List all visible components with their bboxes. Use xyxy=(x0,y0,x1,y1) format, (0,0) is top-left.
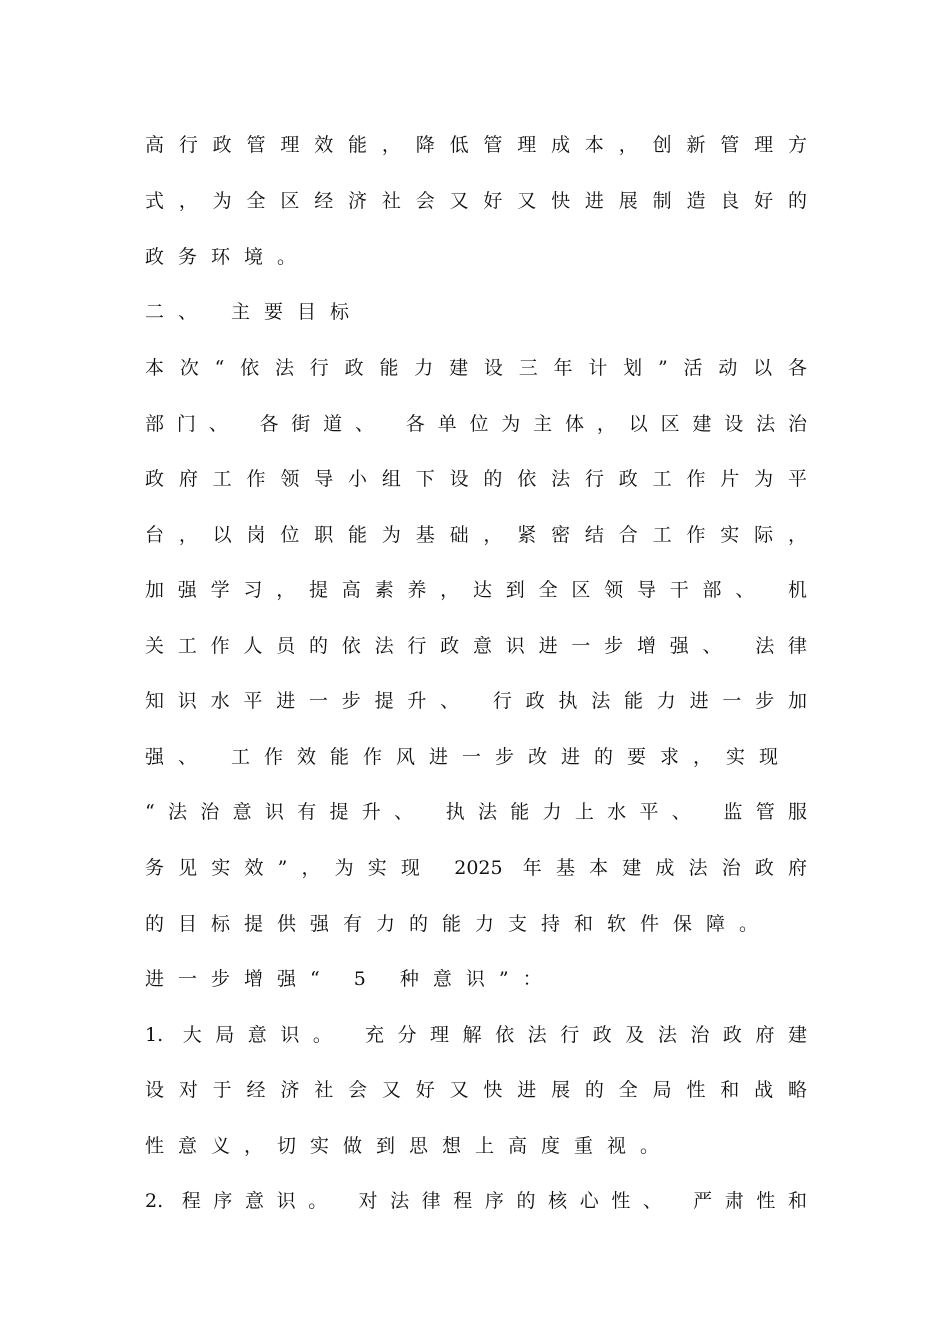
body-text-line: 务见实效”，为实现 2025 年基本建成法治政府 xyxy=(145,857,807,879)
body-text-line: 高行政管理效能，降低管理成本，创新管理方 xyxy=(145,134,807,156)
body-text-line: 关工作人员的依法行政意识进一步增强、 法律 xyxy=(145,635,807,657)
body-text-line: 台，以岗位职能为基础，紧密结合工作实际， xyxy=(145,524,807,546)
list-item-text: 1. 大局意识。 充分理解依法行政及法治政府建 xyxy=(145,1024,807,1046)
body-text-line: 部门、 各街道、 各单位为主体，以区建设法治 xyxy=(145,413,807,435)
body-text-line: 的目标提供强有力的能力支持和软件保障。 xyxy=(145,913,773,935)
body-text-line: “法治意识有提升、 执法能力上水平、 监管服 xyxy=(145,801,807,823)
list-item-text: 性意义，切实做到思想上高度重视。 xyxy=(145,1135,674,1157)
list-item-text: 设对于经济社会又好又快进展的全局性和战略 xyxy=(145,1079,807,1101)
body-text-line: 式，为全区经济社会又好又快进展制造良好的 xyxy=(145,190,807,212)
section-heading: 二、 主要目标 xyxy=(145,301,364,323)
body-text-line: 政务环境。 xyxy=(145,246,311,268)
list-heading: 进一步增强“ 5 种意识”： xyxy=(145,968,556,990)
body-text-line: 知识水平进一步提升、 行政执法能力进一步加 xyxy=(145,690,807,712)
body-text-line: 强、 工作效能作风进一步改进的要求，实现 xyxy=(145,746,793,768)
body-text-line: 加强学习，提高素养，达到全区领导干部、 机 xyxy=(145,579,807,601)
body-text-line: 本次“依法行政能力建设三年计划”活动以各 xyxy=(145,357,807,379)
body-text-line: 政府工作领导小组下设的依法行政工作片为平 xyxy=(145,468,807,490)
list-item-text: 2. 程序意识。 对法律程序的核心性、 严肃性和 xyxy=(145,1190,807,1212)
